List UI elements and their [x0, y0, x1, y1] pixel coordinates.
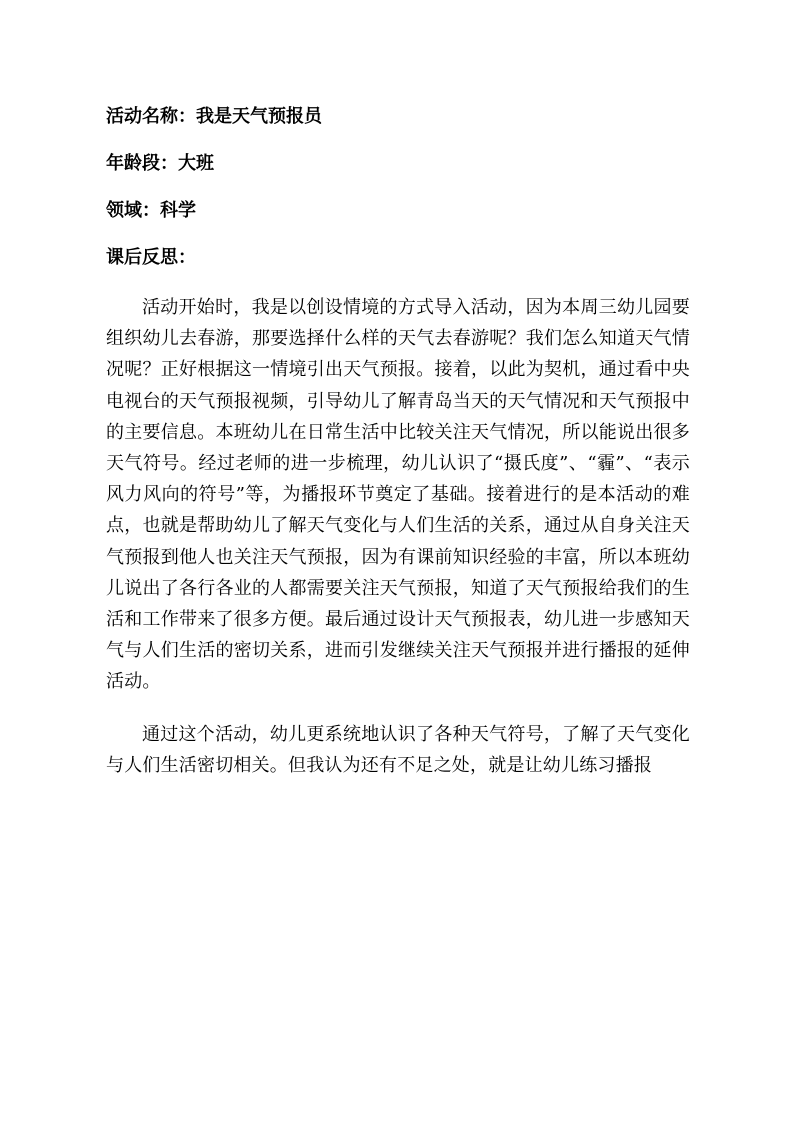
activity-name-label: 活动名称：: [106, 106, 196, 127]
reflection-heading: 课后反思：: [106, 247, 196, 268]
age-group-value: 大班: [178, 153, 214, 174]
document-body: [106, 101, 690, 781]
domain-label: 领域：: [106, 200, 160, 221]
domain-value: 科学: [160, 200, 196, 221]
age-group-label: 年龄段：: [106, 153, 178, 174]
domain-line: [106, 195, 690, 227]
activity-name-value: 我是天气预报员: [196, 106, 322, 127]
reflection-paragraph-1: 活动开始时，我是以创设情境的方式导入活动，因为本周三幼儿园要组织幼儿去春游，那要选择什么样的天气去春游呢？我们怎么知道天气情况呢？正好根据这一情境引出天气预报。接着，以此为契机，通过看中央电视台的天气预报视频，引导幼儿了解青岛当天的天气情况和天气预报中的主要信息。本班幼儿在日常生活中比较关注天气情况，所以能说出很多天气符号。经过老师的进一步梳理，幼儿认识了“摄氏度”、“霾”、“表示风力风向的符号”等，为播报环节奠定了基础。接着进行的是本活动的难点，也就是帮助幼儿了解天气变化与人们生活的关系，通过从自身关注天气预报到他人也关注天气预报，因为有课前知识经验的丰富，所以本班幼儿说出了各行各业的人都需要关注天气预报，知道了天气预报给我们的生活和工作带来了很多方便。最后通过设计天气预报表，幼儿进一步感知天气与人们生活的密切关系，进而引发继续关注天气预报并进行播报的延伸活动。: [106, 297, 690, 693]
reflection-paragraph-2: 通过这个活动，幼儿更系统地认识了各种天气符号，了解了天气变化与人们生活密切相关。但我认为还有不足之处，就是让幼儿练习播报: [106, 723, 690, 776]
age-group-line: [106, 148, 690, 180]
activity-name-line: [106, 101, 690, 133]
